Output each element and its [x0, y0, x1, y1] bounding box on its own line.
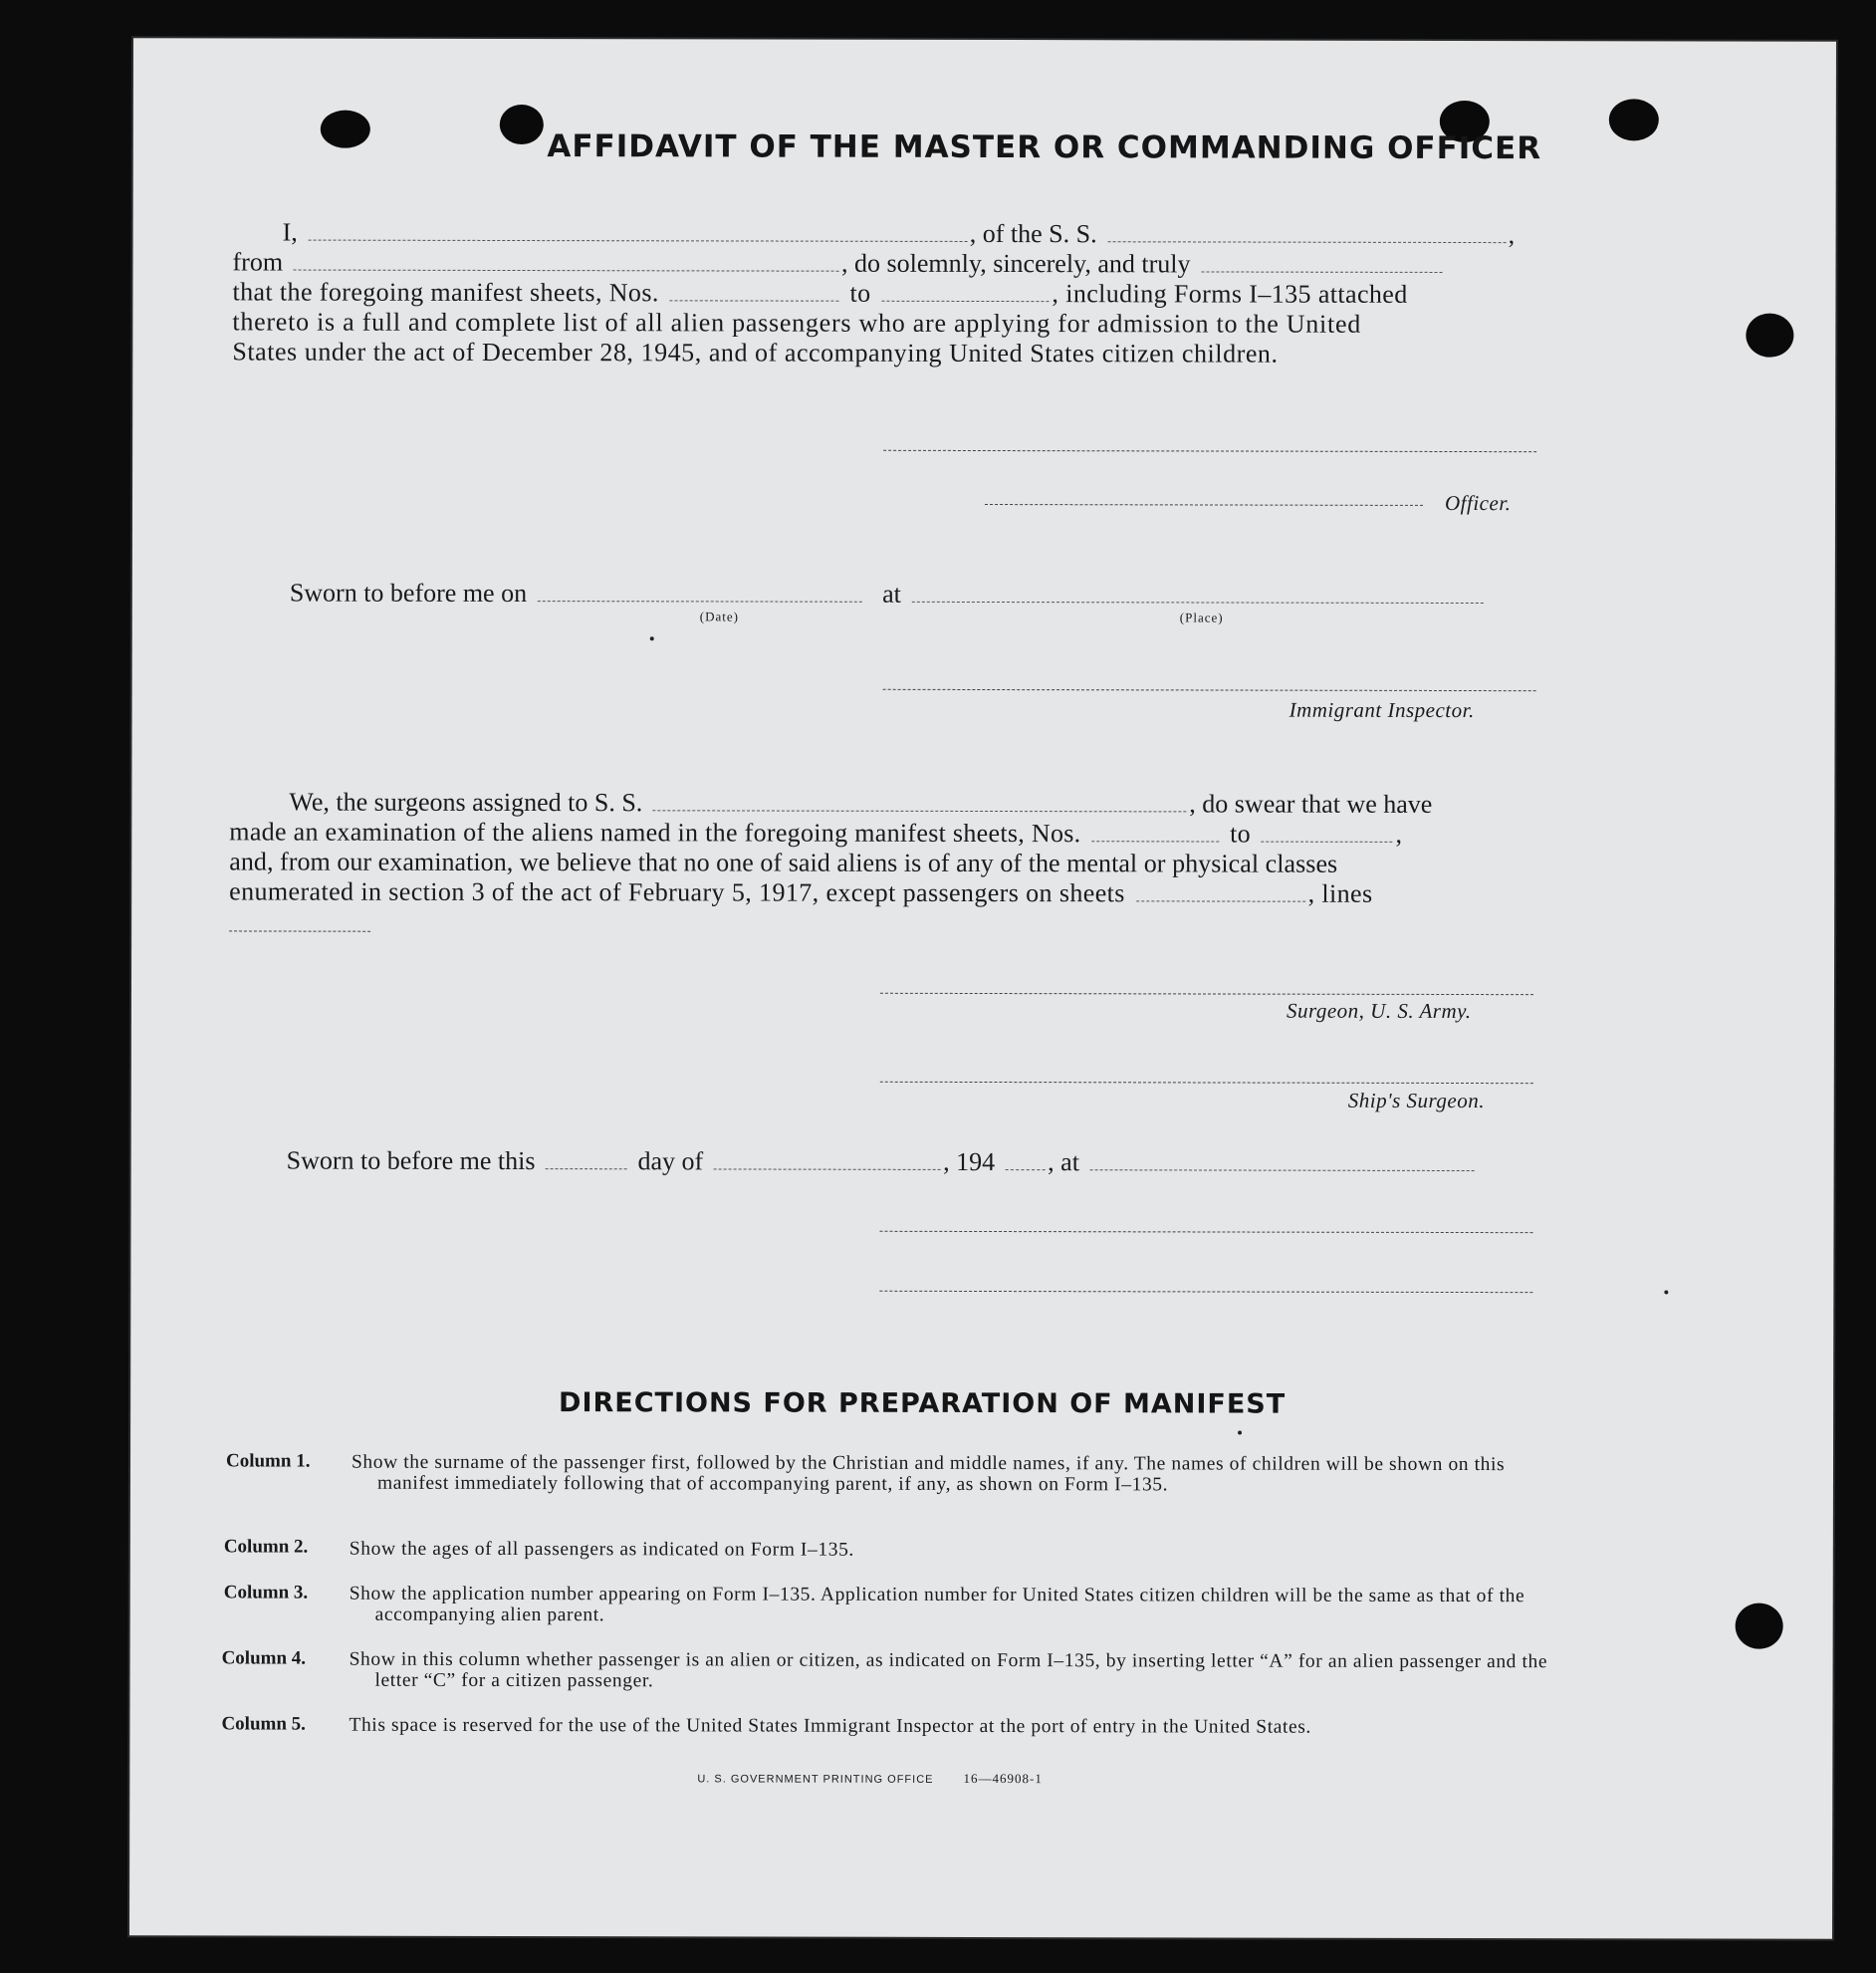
- oath-field[interactable]: [1201, 251, 1442, 273]
- surgeons-text: , do swear that we have: [1189, 789, 1433, 819]
- document-page: [129, 38, 1836, 1939]
- ink-speck: [1238, 1431, 1242, 1435]
- page-title: AFFIDAVIT OF THE MASTER OR COMMANDING OFFICER: [547, 128, 1542, 167]
- direction-text: Show the application number appearing on Form I–135. Application number for United States citizen children will be the same as that of the accompanying alien parent.: [349, 1583, 1525, 1626]
- sworn-text: , at: [1048, 1147, 1079, 1177]
- form-number: 16—46908-1: [963, 1770, 1043, 1787]
- punch-hole: [1746, 314, 1793, 358]
- direction-label: Column 3.: [223, 1582, 309, 1603]
- affidavit-text: that the foregoing manifest sheets, Nos.: [232, 277, 659, 308]
- officer-title-line[interactable]: [985, 504, 1423, 506]
- surgeons-text: to: [1230, 819, 1251, 849]
- date-label: (Date): [699, 609, 740, 624]
- sheet-to-field[interactable]: [881, 281, 1049, 302]
- directions-title: DIRECTIONS FOR PREPARATION OF MANIFEST: [559, 1387, 1287, 1420]
- ship-name-field[interactable]: [1107, 221, 1506, 243]
- army-surgeon-caption: Surgeon, U. S. Army.: [1286, 998, 1472, 1024]
- affidavit-line-1: [283, 218, 1516, 251]
- direction-label: Column 2.: [223, 1536, 309, 1558]
- affidavit-text: to: [849, 278, 871, 308]
- surgeons-text: ,: [1395, 819, 1403, 849]
- sworn-text: day of: [637, 1146, 704, 1176]
- sworn-text: Sworn to before me this: [286, 1145, 536, 1176]
- except-lines-field[interactable]: [229, 930, 370, 931]
- place-label: (Place): [1179, 610, 1224, 625]
- affidavit-text: , do solemnly, sincerely, and truly: [841, 248, 1191, 279]
- sworn-text: Sworn to before me on: [289, 578, 528, 609]
- affidavit-text: ,: [1508, 220, 1516, 250]
- direction-text: This space is reserved for the use of the United States Immigrant Inspector at the port of entry in the United States.: [349, 1714, 1311, 1738]
- sheet-from-field[interactable]: [670, 280, 839, 301]
- affidavit-line-5: States under the act of December 28, 1945, and of accompanying United States citizen children.: [232, 337, 1279, 369]
- ship-surgeon-caption: Ship's Surgeon.: [1347, 1088, 1486, 1113]
- sworn2-signature-line[interactable]: [879, 1231, 1532, 1233]
- inspector-signature-line[interactable]: [883, 689, 1536, 691]
- except-sheets-field[interactable]: [1136, 880, 1305, 901]
- sworn-day-field[interactable]: [546, 1148, 627, 1169]
- exam-sheet-to-field[interactable]: [1262, 822, 1393, 843]
- affidavit-text: , including Forms I–135 attached: [1052, 279, 1408, 309]
- surgeons-text: We, the surgeons assigned to S. S.: [289, 787, 643, 818]
- affidavit-line-4: thereto is a full and complete list of all alien passengers who are applying for admission to the United: [232, 307, 1362, 339]
- ink-speck: [1664, 1290, 1668, 1294]
- surgeon-ship-field[interactable]: [653, 790, 1187, 812]
- surgeons-text: made an examination of the aliens named in the foregoing manifest sheets, Nos.: [229, 817, 1081, 849]
- port-from-field[interactable]: [294, 250, 839, 272]
- sworn-month-field[interactable]: [714, 1148, 941, 1169]
- master-name-field[interactable]: [308, 220, 967, 242]
- printer-name: U. S. GOVERNMENT PRINTING OFFICE: [697, 1773, 934, 1786]
- ship-surgeon-signature-line[interactable]: [880, 1082, 1533, 1084]
- surgeons-line-3: and, from our examination, we believe that no one of said aliens is of any of the mental or physical classes: [229, 847, 1338, 878]
- affidavit-text: I,: [282, 217, 298, 247]
- affidavit-text: from: [232, 247, 284, 277]
- sworn2-place-field[interactable]: [1089, 1149, 1474, 1171]
- affidavit-line-3: [232, 277, 1407, 309]
- affidavit-text: , of the S. S.: [969, 218, 1097, 249]
- surgeons-line-4: [229, 876, 1372, 908]
- affidavit-line-2: [232, 247, 1446, 280]
- sworn-line-1: [290, 579, 1488, 612]
- punch-hole: [1736, 1603, 1783, 1649]
- surgeons-line-1: [289, 788, 1432, 820]
- exam-sheet-from-field[interactable]: [1091, 821, 1219, 842]
- ink-speck: [650, 636, 654, 640]
- sworn-text: , 194: [943, 1146, 996, 1177]
- direction-text: Show the surname of the passenger first, followed by the Christian and middle names, if any. The names of children will be shown on this manifest immediately following that of accompanying parent, if any, as shown on Form I–135.: [351, 1451, 1506, 1496]
- direction-text: Show in this column whether passenger is an alien or citizen, as indicated on Form I–135, by inserting letter “A” for an alien passenger and the letter “C” for a citizen passenger.: [349, 1648, 1548, 1692]
- surgeons-text: enumerated in section 3 of the act of February 5, 1917, except passengers on sheets: [229, 876, 1125, 908]
- sworn-text: at: [882, 579, 901, 609]
- direction-label: Column 5.: [221, 1713, 306, 1735]
- sworn-place-field[interactable]: [911, 582, 1483, 604]
- direction-label: Column 1.: [225, 1450, 311, 1472]
- sworn2-title-line[interactable]: [879, 1291, 1532, 1293]
- sworn-line-2: [287, 1146, 1479, 1179]
- sworn-year-field[interactable]: [1006, 1149, 1046, 1170]
- officer-caption: Officer.: [1444, 490, 1512, 516]
- sworn-date-field[interactable]: [538, 581, 862, 603]
- surgeons-text: , lines: [1307, 878, 1373, 908]
- printer-imprint: [697, 1770, 1043, 1787]
- direction-text: Show the ages of all passengers as indicated on Form I–135.: [349, 1538, 854, 1561]
- army-surgeon-signature-line[interactable]: [880, 993, 1533, 995]
- direction-label: Column 4.: [221, 1647, 307, 1669]
- officer-signature-line[interactable]: [883, 450, 1536, 452]
- surgeons-line-2: [229, 817, 1402, 849]
- inspector-caption: Immigrant Inspector.: [1289, 697, 1475, 723]
